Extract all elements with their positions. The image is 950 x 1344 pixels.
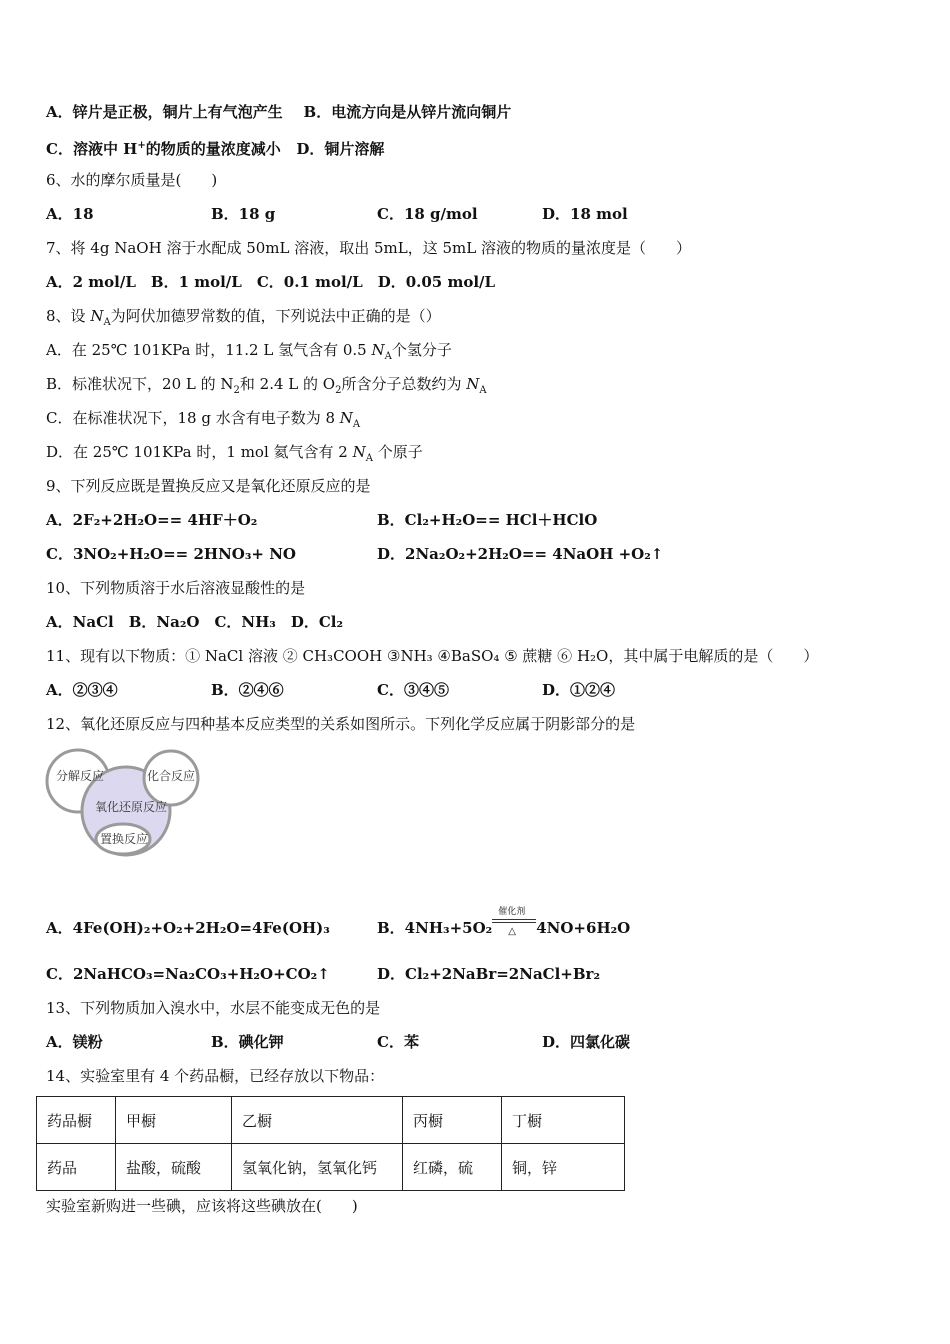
subscript: A — [352, 419, 361, 430]
table-cell: 铜，锌 — [502, 1144, 625, 1191]
q11-stem: 11、现有以下物质：① NaCl 溶液 ② CH₃COOH ③NH₃ ④BaSO₄ ⑤ 蔗糖 ⑥ H₂O，其中属于电解质的是（ ） — [46, 647, 819, 665]
q13-option-b[interactable]: B．碘化钾 — [211, 1033, 284, 1051]
q8-option-d[interactable] — [46, 442, 423, 469]
q7-stem: 7、将 4g NaOH 溶于水配成 50mL 溶液，取出 5mL，这 5mL 溶液的物质的量浓度是（ ） — [46, 239, 692, 257]
text: 4NO+6H₂O — [536, 919, 631, 937]
q12-option-a[interactable]: A．4Fe(OH)₂+O₂+2H₂O=4Fe(OH)₃ — [46, 919, 330, 937]
q6-option-c[interactable]: C．18 g/mol — [377, 205, 478, 223]
q8-option-c[interactable] — [46, 408, 360, 435]
q9-option-c[interactable]: C．3NO₂+H₂O== 2HNO₃+ NO — [46, 545, 296, 563]
q8-stem-text2: 为阿伏加德罗常数的值，下列说法中正确的是（） — [110, 307, 441, 325]
venn-label-replacement: 置换反应 — [100, 832, 149, 846]
text: B．标准状况下，20 L 的 N — [46, 375, 234, 393]
q6-option-d[interactable]: D．18 mol — [542, 205, 628, 223]
q5-options-row1 — [46, 102, 511, 122]
q8-stem-text: 8、设 — [46, 307, 91, 325]
table-row — [37, 1144, 625, 1191]
subscript: 2 — [233, 385, 240, 396]
text: A．在 25℃ 101KPa 时，11.2 L 氢气含有 0.5 — [46, 341, 372, 359]
q7-options[interactable]: A．2 mol/L B．1 mol/L C．0.1 mol/L D．0.05 mol/L — [46, 273, 496, 291]
q12-option-c[interactable]: C．2NaHCO₃=Na₂CO₃+H₂O+CO₂↑ — [46, 965, 330, 983]
q13-option-d[interactable]: D．四氯化碳 — [542, 1033, 631, 1051]
subscript: A — [479, 385, 487, 396]
venn-diagram — [44, 748, 204, 866]
catalyst-label: 催化剂 — [498, 907, 526, 917]
cabinet-table — [36, 1096, 625, 1191]
subscript: A — [103, 317, 111, 328]
text: D．在 25℃ 101KPa 时，1 mol 氦气含有 2 — [46, 443, 353, 461]
venn-label-combination: 化合反应 — [147, 769, 196, 783]
q5-option-d[interactable]: D．铜片溶解 — [296, 140, 385, 158]
table-cell: 乙橱 — [232, 1097, 403, 1144]
q13-option-c[interactable]: C．苯 — [377, 1033, 419, 1051]
q5-option-a[interactable]: A．锌片是正极，铜片上有气泡产生 — [46, 103, 283, 121]
q12-option-b[interactable] — [377, 907, 631, 938]
table-header-row — [37, 1097, 625, 1144]
q11-option-a[interactable]: A．②③④ — [46, 681, 118, 699]
superscript: + — [137, 140, 146, 151]
q10-options[interactable]: A．NaCl B．Na₂O C．NH₃ D．Cl₂ — [46, 613, 344, 631]
q11-option-c[interactable]: C．③④⑤ — [377, 681, 449, 699]
text: 和 2.4 L 的 O — [239, 375, 336, 393]
q9-option-a[interactable]: A．2F₂+2H₂O== 4HF＋O₂ — [46, 511, 258, 529]
q12-option-d[interactable]: D．Cl₂+2NaBr=2NaCl+Br₂ — [377, 965, 601, 983]
text: C．在标准状况下，18 g 水含有电子数为 8 — [46, 409, 340, 427]
q5-options-row2 — [46, 136, 384, 159]
avogadro-symbol: N — [339, 409, 353, 427]
q11-option-d[interactable]: D．①②④ — [542, 681, 616, 699]
table-cell: 氢氧化钠，氢氧化钙 — [232, 1144, 403, 1191]
q5-option-c[interactable] — [46, 140, 281, 158]
q5-option-b[interactable]: B．电流方向是从锌片流向铜片 — [303, 103, 512, 121]
q9-option-b[interactable]: B．Cl₂+H₂O== HCl＋HClO — [377, 511, 598, 529]
table-cell: 红磷，硫 — [403, 1144, 502, 1191]
q6-stem: 6、水的摩尔质量是( ) — [46, 171, 218, 189]
q8-option-b[interactable] — [46, 374, 487, 401]
q13-stem: 13、下列物质加入溴水中，水层不能变成无色的是 — [46, 999, 381, 1017]
q6-option-a[interactable]: A．18 — [46, 205, 94, 223]
heat-symbol: △ — [508, 926, 516, 937]
subscript: A — [384, 351, 392, 362]
q5-option-c-text: C．溶液中 H — [46, 140, 138, 158]
table-cell: 盐酸，硫酸 — [116, 1144, 232, 1191]
venn-label-decomposition: 分解反应 — [56, 769, 105, 783]
q8-stem — [46, 306, 441, 333]
table-cell: 甲橱 — [116, 1097, 232, 1144]
text: B．4NH₃+5O₂ — [377, 919, 493, 937]
subscript: 2 — [335, 385, 342, 396]
q6-option-b[interactable]: B．18 g — [211, 205, 276, 223]
q14-question: 实验室新购进一些碘，应该将这些碘放在( ) — [46, 1197, 358, 1215]
q13-option-a[interactable]: A．镁粉 — [46, 1033, 103, 1051]
table-cell: 丁橱 — [502, 1097, 625, 1144]
q9-stem: 9、下列反应既是置换反应又是氧化还原反应的是 — [46, 477, 371, 495]
subscript: A — [365, 453, 373, 464]
q11-option-b[interactable]: B．②④⑥ — [211, 681, 284, 699]
q8-option-a[interactable] — [46, 340, 452, 367]
q9-option-d[interactable]: D．2Na₂O₂+2H₂O== 4NaOH +O₂↑ — [377, 545, 664, 563]
avogadro-symbol: N — [352, 443, 366, 461]
avogadro-symbol: N — [371, 341, 385, 359]
text: 个氢分子 — [391, 341, 452, 359]
avogadro-symbol: N — [90, 307, 104, 325]
q5-option-c-text2: 的物质的量浓度减小 — [145, 140, 281, 158]
table-cell: 丙橱 — [403, 1097, 502, 1144]
arrow-line1 — [492, 919, 536, 920]
text: 个原子 — [372, 443, 423, 461]
q12-stem: 12、氧化还原反应与四种基本反应类型的关系如图所示。下列化学反应属于阴影部分的是 — [46, 715, 636, 733]
venn-label-redox: 氧化还原反应 — [95, 800, 168, 814]
q14-stem: 14、实验室里有 4 个药品橱，已经存放以下物品： — [46, 1067, 385, 1085]
text: 所含分子总数约为 — [341, 375, 467, 393]
table-cell: 药品 — [37, 1144, 116, 1191]
table-cell: 药品橱 — [37, 1097, 116, 1144]
q10-stem: 10、下列物质溶于水后溶液显酸性的是 — [46, 579, 306, 597]
catalyst-arrow — [492, 907, 536, 938]
avogadro-symbol: N — [466, 375, 480, 393]
